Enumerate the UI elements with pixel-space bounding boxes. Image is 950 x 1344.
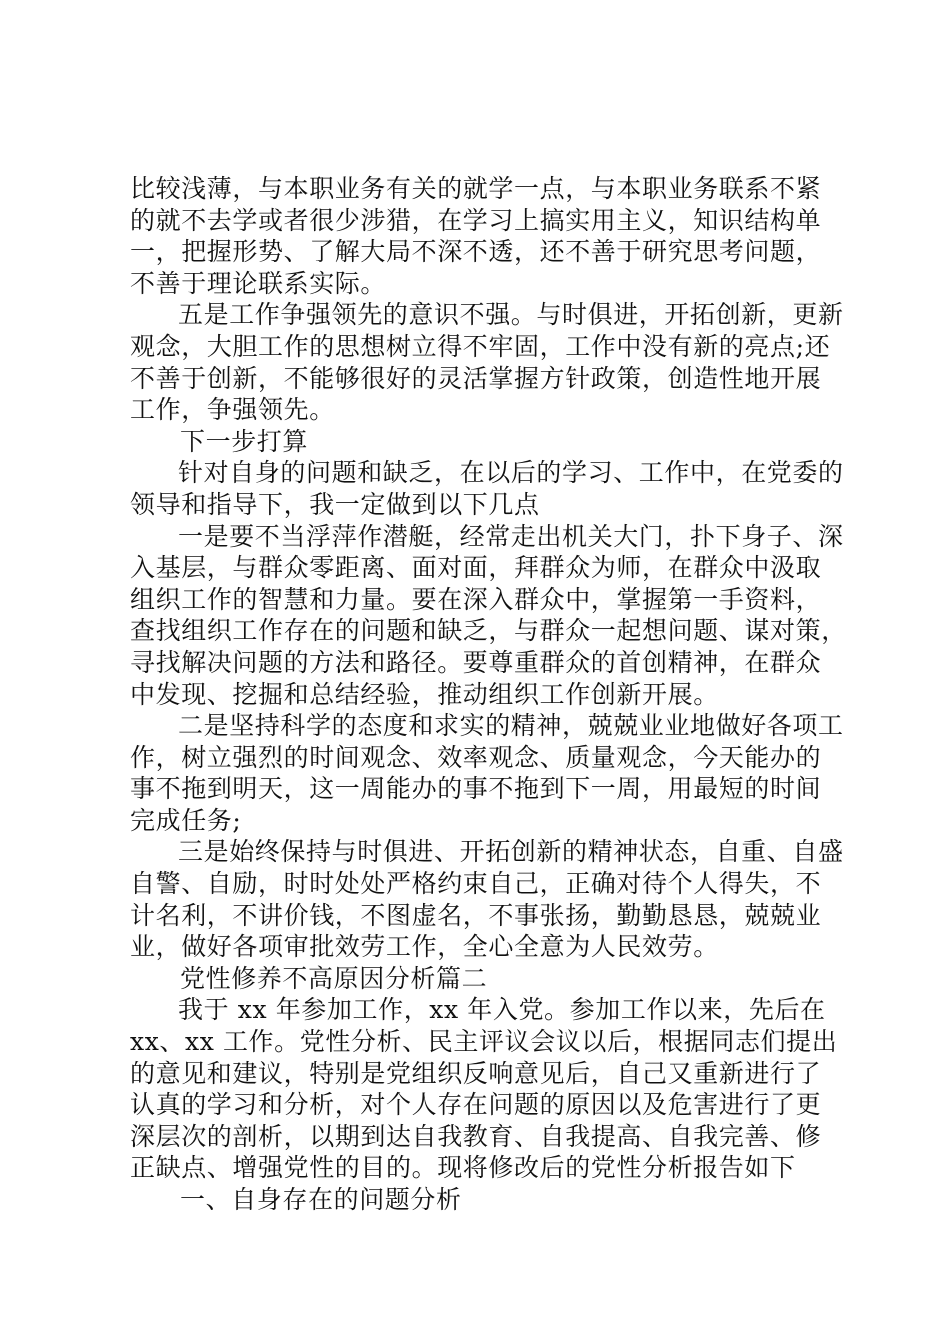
section-heading: 党性修养不高原因分析篇二 [180,963,488,993]
text-line: 认真的学习和分析，对个人存在问题的原因以及危害进行了更 [130,1090,822,1120]
text-line: 计名利，不讲价钱，不图虚名，不事张扬，勤勤恳恳，兢兢业 [130,900,822,930]
text-line: 比较浅薄，与本职业务有关的就学一点，与本职业务联系不紧 [130,174,822,203]
text-line: 中发现、挖掘和总结经验，推动组织工作创新开展。 [130,679,719,709]
section-heading: 一、自身存在的问题分析 [180,1185,462,1214]
text-line: 不善于理论联系实际。 [130,268,387,298]
paragraph-start: 我于 xx 年参加工作，xx 年入党。参加工作以来，先后在 [178,995,826,1025]
text-line: 事不拖到明天，这一周能办的事不拖到下一周，用最短的时间 [130,774,822,804]
paragraph-start: 三是始终保持与时俱进、开拓创新的精神状态，自重、自盛 [178,837,844,867]
text-line: 查找组织工作存在的问题和缺乏，与群众一起想问题、谋对策， [130,616,847,646]
paragraph-start: 五是工作争强领先的意识不强。与时俱进，开拓创新，更新 [178,300,844,330]
text-line: 正缺点、增强党性的目的。现将修改后的党性分析报告如下 [130,1153,796,1183]
paragraph-start: 一是要不当浮萍作潜艇，经常走出机关大门，扑下身子、深 [178,521,844,551]
text-line: 作，树立强烈的时间观念、效率观念、质量观念，今天能办的 [130,742,822,772]
paragraph-start: 针对自身的问题和缺乏，在以后的学习、工作中，在党委的 [178,458,844,488]
document-body [130,173,847,1216]
text-line: 入基层，与群众零距离、面对面，拜群众为师，在群众中汲取 [130,553,822,583]
text-line: 完成任务; [130,805,242,835]
text-line: 的就不去学或者很少涉猎，在学习上搞实用主义，知识结构单 [130,205,822,235]
text-line: 深层次的剖析，以期到达自我教育、自我提高、自我完善、修 [130,1121,822,1151]
text-line: 自警、自励，时时处处严格约束自己，正确对待个人得失，不 [130,869,822,899]
text-line: 寻找解决问题的方法和路径。要尊重群众的首创精神，在群众 [130,647,822,677]
text-line: 组织工作的智慧和力量。要在深入群众中，掌握第一手资料， [130,584,822,614]
text-line: 观念，大胆工作的思想树立得不牢固，工作中没有新的亮点;还 [130,331,831,361]
text-line: 一，把握形势、了解大局不深不透，还不善于研究思考问题， [130,237,822,267]
text-line: xx、xx 工作。党性分析、民主评议会议以后，根据同志们提出 [130,1027,838,1057]
text-line: 领导和指导下，我一定做到以下几点 [130,489,540,519]
section-heading: 下一步打算 [180,426,309,456]
paragraph-start: 二是坚持科学的态度和求实的精神，兢兢业业地做好各项工 [178,711,844,741]
text-line: 不善于创新，不能够很好的灵活掌握方针政策，创造性地开展 [130,363,822,393]
text-line: 的意见和建议，特别是党组织反响意见后，自己又重新进行了 [130,1058,822,1088]
text-line: 业，做好各项审批效劳工作，全心全意为人民效劳。 [130,932,719,962]
text-line: 工作，争强领先。 [130,395,335,425]
